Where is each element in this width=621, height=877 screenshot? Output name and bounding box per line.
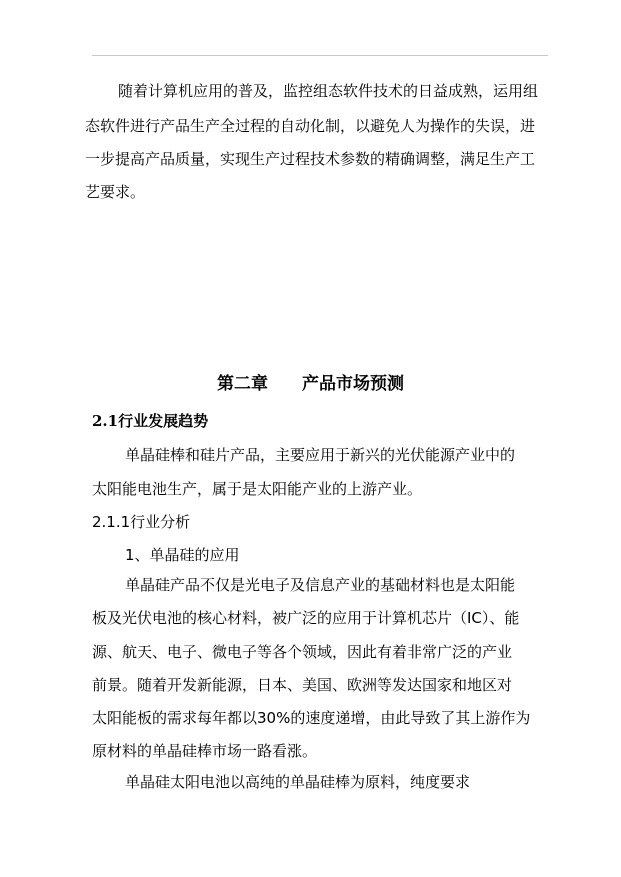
intro-line-4: 艺要求。 — [85, 183, 146, 201]
item-1-title: 1、单晶硅的应用 — [125, 546, 240, 564]
paragraph-1-line-5: 太阳能板的需求每年都以30%的速度递增，由此导致了其上游作为 — [92, 709, 531, 727]
intro-line-3: 一步提高产品质量，实现生产过程技术参数的精确调整，满足生产工 — [85, 150, 536, 168]
section-2-1-line-1: 单晶硅棒和硅片产品，主要应用于新兴的光伏能源产业中的 — [125, 446, 516, 464]
section-2-1-line-2: 太阳能电池生产，属于是太阳能产业的上游产业。 — [92, 480, 423, 498]
paragraph-1-line-4: 前景。随着开发新能源，日本、美国、欧洲等发达国家和地区对 — [92, 676, 513, 694]
section-heading-2-1: 2.1行业发展趋势 — [92, 412, 209, 430]
paragraph-1-line-2: 板及光伏电池的核心材料，被广泛的应用于计算机芯片（IC）、能 — [92, 609, 520, 627]
section-heading-2-1-1: 2.1.1行业分析 — [92, 513, 191, 531]
chapter-name: 产品市场预测 — [302, 374, 404, 394]
paragraph-1-line-1: 单晶硅产品不仅是光电子及信息产业的基础材料也是太阳能 — [125, 576, 516, 594]
header-rule — [92, 55, 548, 56]
chapter-number: 第二章 — [217, 374, 268, 394]
paragraph-1-line-3: 源、航天、电子、微电子等各个领域，因此有着非常广泛的产业 — [92, 643, 513, 661]
chapter-title — [0, 372, 621, 396]
intro-line-1: 随着计算机应用的普及，监控组态软件技术的日益成熟，运用组 — [118, 82, 539, 100]
paragraph-2-line-1: 单晶硅太阳电池以高纯的单晶硅棒为原料，纯度要求 — [125, 773, 471, 791]
paragraph-1-line-6: 原材料的单晶硅棒市场一路看涨。 — [92, 742, 318, 760]
intro-line-2: 态软件进行产品生产全过程的自动化制，以避免人为操作的失误，进 — [85, 117, 536, 135]
